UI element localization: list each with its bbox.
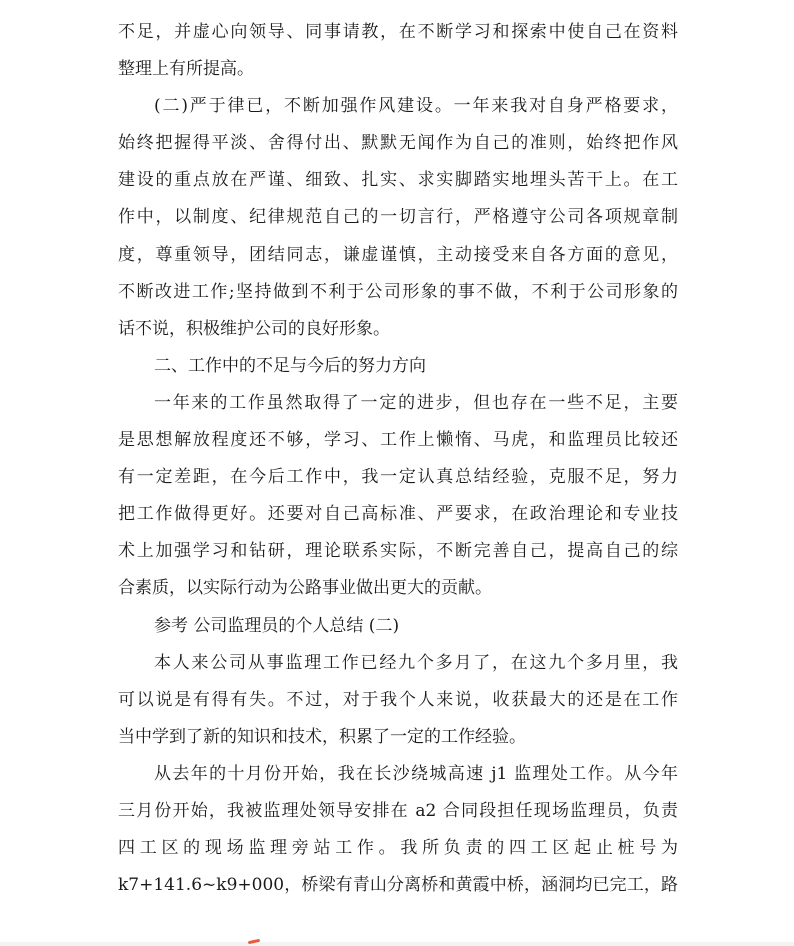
text-line: 不断改进工作;坚持做到不利于公司形象的事不做，不利于公司形象的	[118, 281, 678, 302]
section-heading: 二、工作中的不足与今后的努力方向	[154, 355, 426, 376]
text-line: 把工作做得更好。还要对自己高标准、严要求，在政治理论和专业技	[118, 504, 678, 525]
text-line: 有一定差距，在今后工作中，我一定认真总结经验，克服不足，努力	[118, 467, 678, 488]
document-body	[118, 17, 678, 907]
text-line: 四工区的现场监理旁站工作。我所负责的四工区起止桩号为	[118, 838, 678, 859]
page-bottom-edge	[0, 942, 794, 946]
text-line: k7+141.6~k9+000，桥梁有青山分离桥和黄霞中桥，涵洞均已完工，路	[118, 875, 678, 896]
text-line: 是思想解放程度还不够，学习、工作上懒惰、马虎，和监理员比较还	[118, 430, 678, 451]
text-line: 当中学到了新的知识和技术，积累了一定的工作经验。	[118, 726, 526, 747]
text-line: 始终把握得平淡、舍得付出、默默无闻作为自己的准则，始终把作风	[118, 133, 678, 154]
text-line: 话不说，积极维护公司的良好形象。	[118, 318, 390, 339]
text-line: 不足，并虚心向领导、同事请教，在不断学习和探索中使自己在资料	[118, 22, 678, 42]
section-heading: (二)严于律已，不断加强作风建设。一年来我对自身严格要求，	[154, 96, 678, 117]
text-line: 整理上有所提高。	[118, 59, 254, 80]
section-heading: 参考 公司监理员的个人总结 (二)	[154, 615, 400, 636]
text-line: 术上加强学习和钻研，理论联系实际，不断完善自己，提高自己的综	[118, 541, 678, 562]
text-line: 可以说是有得有失。不过，对于我个人来说，收获最大的还是在工作	[118, 689, 678, 710]
text-line: 度，尊重领导，团结同志，谦虚谨慎，主动接受来自各方面的意见，	[118, 244, 678, 265]
text-line: 三月份开始，我被监理处领导安排在 a2 合同段担任现场监理员，负责	[118, 800, 678, 821]
text-line: 本人来公司从事监理工作已经九个多月了，在这九个多月里，我	[154, 652, 678, 673]
text-line: 一年来的工作虽然取得了一定的进步，但也存在一些不足，主要	[154, 392, 678, 413]
text-line: 合素质，以实际行动为公路事业做出更大的贡献。	[118, 578, 492, 599]
text-line: 建设的重点放在严谨、细致、扎实、求实脚踏实地埋头苦干上。在工	[118, 170, 678, 191]
text-line: 作中，以制度、纪律规范自己的一切言行，严格遵守公司各项规章制	[118, 207, 678, 228]
text-line: 从去年的十月份开始，我在长沙绕城高速 j1 监理处工作。从今年	[154, 763, 678, 784]
